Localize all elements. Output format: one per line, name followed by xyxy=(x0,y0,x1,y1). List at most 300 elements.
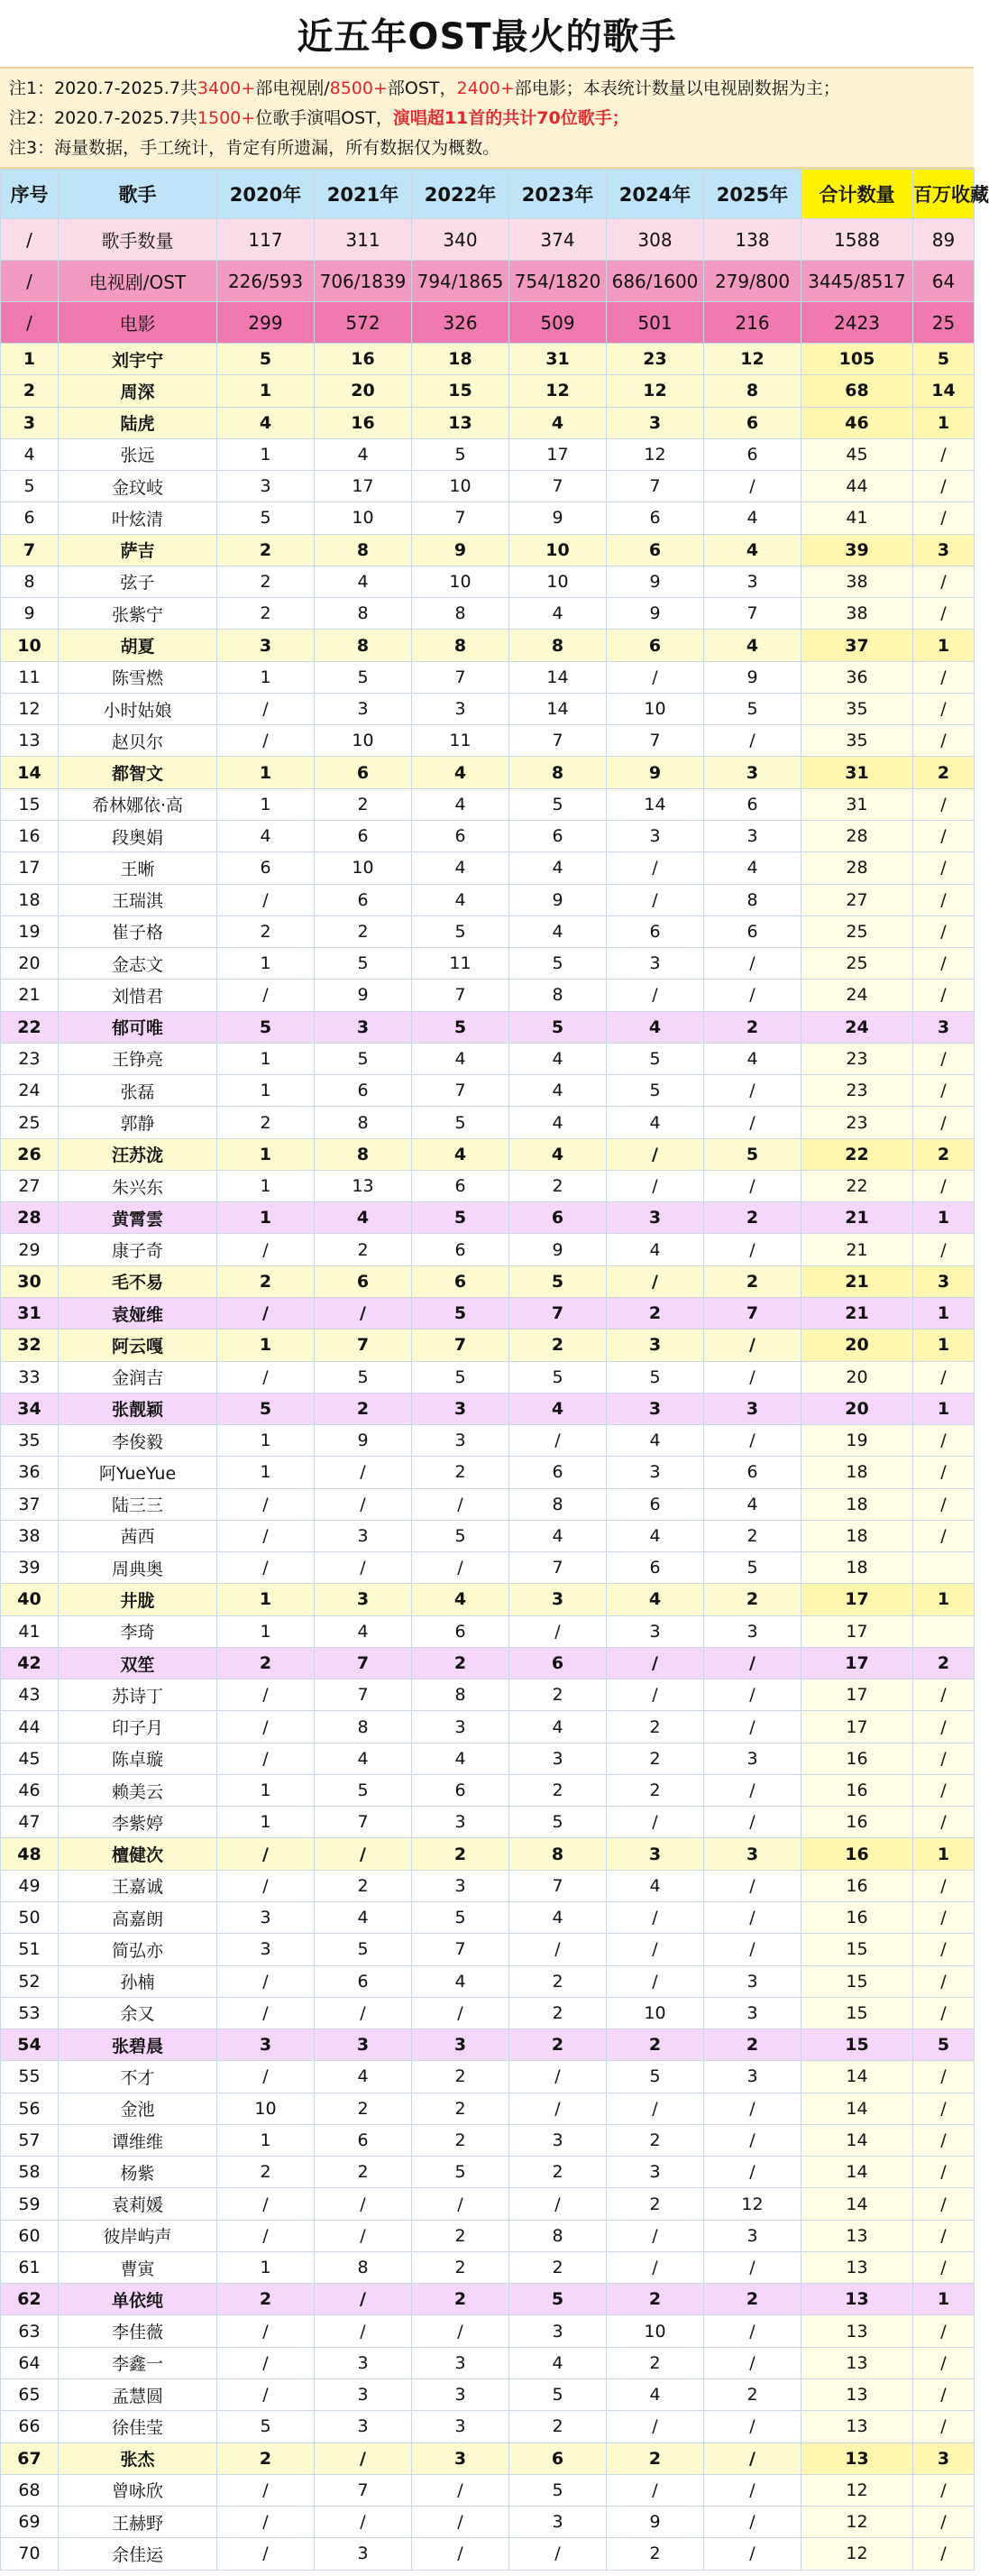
cell-rank: 25 xyxy=(1,1107,59,1138)
cell-y2023: 7 xyxy=(509,1552,607,1584)
cell-million-favorites: / xyxy=(913,661,975,693)
cell-y2023: 8 xyxy=(509,757,607,788)
cell-singer: 毛不易 xyxy=(59,1265,217,1297)
cell-y2020: 1 xyxy=(217,1202,315,1234)
cell-y2022: 2 xyxy=(412,1457,509,1488)
cell-y2021: 6 xyxy=(315,884,412,915)
cell-y2024: 4 xyxy=(607,2379,704,2411)
cell-y2020: 5 xyxy=(217,344,315,375)
cell-y2022: 2 xyxy=(412,2093,509,2124)
cell-y2021: 16 xyxy=(315,344,412,375)
cell-singer: 弦子 xyxy=(59,566,217,597)
cell-y2023: 4 xyxy=(509,1043,607,1074)
cell-y2024: 10 xyxy=(607,693,704,724)
cell-rank: 60 xyxy=(1,2220,59,2251)
table-row xyxy=(1,534,975,566)
cell-singer: 谭维维 xyxy=(59,2124,217,2156)
cell-rank: 37 xyxy=(1,1488,59,1520)
cell-million-favorites: / xyxy=(913,693,975,724)
table-row xyxy=(1,2538,975,2570)
stats-cell-singer: 电视剧/OST xyxy=(59,261,217,302)
cell-million-favorites: / xyxy=(913,2061,975,2093)
table-header-row xyxy=(1,170,975,219)
cell-y2020: 5 xyxy=(217,2411,315,2443)
cell-total: 38 xyxy=(801,566,913,597)
cell-million-favorites: / xyxy=(913,1107,975,1138)
cell-rank: 62 xyxy=(1,2284,59,2315)
header-2023: 2023年 xyxy=(509,170,607,219)
cell-y2025: / xyxy=(704,1234,801,1265)
cell-y2023: 4 xyxy=(509,2347,607,2378)
table-row xyxy=(1,1965,975,1997)
cell-y2024: 4 xyxy=(607,1520,704,1551)
cell-rank: 8 xyxy=(1,566,59,597)
stats-cell-y2023: 754/1820 xyxy=(509,261,607,302)
cell-y2022: 8 xyxy=(412,630,509,661)
cell-y2022: 3 xyxy=(412,1711,509,1743)
cell-singer: 余佳运 xyxy=(59,2538,217,2570)
table-row xyxy=(1,1361,975,1393)
cell-y2022: 11 xyxy=(412,948,509,980)
cell-total: 16 xyxy=(801,1774,913,1806)
table-row xyxy=(1,1807,975,1838)
cell-y2021: 6 xyxy=(315,1265,412,1297)
cell-million-favorites: 14 xyxy=(913,375,975,407)
cell-singer: 阿云嘎 xyxy=(59,1329,217,1361)
note-text: 1500+ xyxy=(197,108,256,128)
cell-y2023: / xyxy=(509,1425,607,1457)
table-row xyxy=(1,566,975,597)
cell-y2020: / xyxy=(217,1520,315,1551)
cell-rank: 33 xyxy=(1,1361,59,1393)
cell-rank: 63 xyxy=(1,2315,59,2347)
cell-singer: 杨紫 xyxy=(59,2157,217,2188)
cell-y2020: 2 xyxy=(217,598,315,630)
cell-total: 44 xyxy=(801,471,913,502)
cell-y2020: 1 xyxy=(217,757,315,788)
cell-y2020: / xyxy=(217,1838,315,1870)
cell-y2020: / xyxy=(217,1997,315,2029)
table-row xyxy=(1,375,975,407)
cell-rank: 40 xyxy=(1,1584,59,1615)
cell-y2024: 2 xyxy=(607,1743,704,1774)
cell-million-favorites: / xyxy=(913,1743,975,1774)
cell-y2025: / xyxy=(704,1075,801,1107)
cell-singer: 李琦 xyxy=(59,1615,217,1647)
cell-y2023: 3 xyxy=(509,1743,607,1774)
table-row xyxy=(1,788,975,820)
table-row xyxy=(1,1679,975,1711)
cell-y2021: 3 xyxy=(315,693,412,724)
cell-y2020: 1 xyxy=(217,1807,315,1838)
table-row xyxy=(1,438,975,470)
cell-y2022: 5 xyxy=(412,1361,509,1393)
cell-million-favorites: 1 xyxy=(913,407,975,438)
cell-y2023: 8 xyxy=(509,1838,607,1870)
cell-y2025: / xyxy=(704,2251,801,2283)
cell-y2024: / xyxy=(607,1934,704,1965)
cell-singer: 段奥娟 xyxy=(59,820,217,851)
cell-total: 27 xyxy=(801,884,913,915)
cell-y2022: 5 xyxy=(412,1011,509,1043)
cell-million-favorites: / xyxy=(913,2411,975,2443)
cell-million-favorites: / xyxy=(913,788,975,820)
cell-million-favorites: 1 xyxy=(913,1393,975,1424)
cell-y2021: 10 xyxy=(315,852,412,884)
cell-total: 21 xyxy=(801,1297,913,1329)
cell-y2020: 1 xyxy=(217,375,315,407)
cell-y2022: 4 xyxy=(412,1043,509,1074)
cell-million-favorites: / xyxy=(913,948,975,980)
cell-y2025: / xyxy=(704,1807,801,1838)
cell-y2024: 14 xyxy=(607,788,704,820)
cell-y2025: 2 xyxy=(704,1011,801,1043)
cell-rank: 31 xyxy=(1,1297,59,1329)
cell-total: 38 xyxy=(801,598,913,630)
cell-rank: 56 xyxy=(1,2093,59,2124)
cell-rank: 28 xyxy=(1,1202,59,1234)
table-row xyxy=(1,1202,975,1234)
table-row xyxy=(1,980,975,1011)
cell-rank: 13 xyxy=(1,725,59,757)
stats-cell-y2022: 326 xyxy=(412,302,509,344)
cell-y2023: 9 xyxy=(509,1234,607,1265)
cell-rank: 3 xyxy=(1,407,59,438)
cell-y2022: 7 xyxy=(412,980,509,1011)
cell-million-favorites: 3 xyxy=(913,1265,975,1297)
table-row xyxy=(1,1647,975,1679)
cell-y2025: 2 xyxy=(704,1520,801,1551)
cell-total: 23 xyxy=(801,1107,913,1138)
cell-y2021: 5 xyxy=(315,1043,412,1074)
cell-million-favorites: / xyxy=(913,1902,975,1934)
cell-rank: 58 xyxy=(1,2157,59,2188)
cell-million-favorites: / xyxy=(913,1711,975,1743)
cell-million-favorites: / xyxy=(913,1457,975,1488)
stats-cell-singer: 歌手数量 xyxy=(59,219,217,261)
cell-y2023: 5 xyxy=(509,1011,607,1043)
cell-singer: 苏诗丁 xyxy=(59,1679,217,1711)
cell-y2020: 4 xyxy=(217,407,315,438)
cell-singer: 简弘亦 xyxy=(59,1934,217,1965)
cell-y2020: 5 xyxy=(217,502,315,534)
cell-y2024: / xyxy=(607,1902,704,1934)
table-row xyxy=(1,1107,975,1138)
cell-y2025: / xyxy=(704,471,801,502)
cell-y2024: 4 xyxy=(607,1011,704,1043)
cell-y2025: 5 xyxy=(704,693,801,724)
cell-y2025: / xyxy=(704,1647,801,1679)
cell-rank: 32 xyxy=(1,1329,59,1361)
cell-y2023: / xyxy=(509,2093,607,2124)
cell-y2023: 3 xyxy=(509,1584,607,1615)
cell-singer: 井胧 xyxy=(59,1584,217,1615)
cell-y2021: / xyxy=(315,1457,412,1488)
table-row xyxy=(1,2251,975,2283)
cell-y2021: 6 xyxy=(315,1965,412,1997)
cell-y2021: / xyxy=(315,2507,412,2538)
table-row xyxy=(1,1170,975,1201)
cell-y2020: 3 xyxy=(217,1934,315,1965)
stats-cell-y2025: 279/800 xyxy=(704,261,801,302)
cell-y2021: 10 xyxy=(315,502,412,534)
cell-y2024: 5 xyxy=(607,1361,704,1393)
cell-million-favorites: 2 xyxy=(913,757,975,788)
cell-rank: 35 xyxy=(1,1425,59,1457)
table-row xyxy=(1,2188,975,2220)
table-row xyxy=(1,1838,975,1870)
cell-total: 18 xyxy=(801,1488,913,1520)
cell-y2022: 4 xyxy=(412,884,509,915)
cell-rank: 38 xyxy=(1,1520,59,1551)
cell-y2021: 6 xyxy=(315,757,412,788)
cell-y2022: 15 xyxy=(412,375,509,407)
cell-y2023: / xyxy=(509,1615,607,1647)
cell-y2022: 7 xyxy=(412,1934,509,1965)
cell-million-favorites: 2 xyxy=(913,1647,975,1679)
cell-y2024: 3 xyxy=(607,407,704,438)
cell-y2022: 7 xyxy=(412,1329,509,1361)
cell-y2024: / xyxy=(607,1138,704,1170)
cell-y2020: / xyxy=(217,2220,315,2251)
cell-singer: 王瑞淇 xyxy=(59,884,217,915)
cell-y2022: 6 xyxy=(412,1774,509,1806)
cell-y2020: / xyxy=(217,1488,315,1520)
cell-y2025: / xyxy=(704,2538,801,2570)
cell-y2024: / xyxy=(607,1265,704,1297)
cell-y2023: 4 xyxy=(509,1107,607,1138)
table-row xyxy=(1,1934,975,1965)
stats-cell-y2020: 117 xyxy=(217,219,315,261)
cell-y2025: / xyxy=(704,1361,801,1393)
table-row xyxy=(1,2061,975,2093)
cell-singer: 李紫婷 xyxy=(59,1807,217,1838)
cell-y2025: 4 xyxy=(704,1488,801,1520)
cell-y2022: 3 xyxy=(412,2347,509,2378)
cell-singer: 曾咏欣 xyxy=(59,2474,217,2506)
cell-y2024: 6 xyxy=(607,915,704,947)
cell-y2025: / xyxy=(704,2411,801,2443)
cell-y2024: 3 xyxy=(607,1457,704,1488)
table-row xyxy=(1,1297,975,1329)
cell-total: 37 xyxy=(801,630,913,661)
cell-y2022: 10 xyxy=(412,471,509,502)
cell-y2021: / xyxy=(315,2220,412,2251)
cell-rank: 5 xyxy=(1,471,59,502)
cell-y2023: 10 xyxy=(509,566,607,597)
cell-y2022: / xyxy=(412,1997,509,2029)
cell-singer: 茜西 xyxy=(59,1520,217,1551)
stats-cell-million-favorites: 64 xyxy=(913,261,975,302)
cell-singer: 汪苏泷 xyxy=(59,1138,217,1170)
cell-y2022: 7 xyxy=(412,661,509,693)
cell-singer: 金志文 xyxy=(59,948,217,980)
stats-cell-total: 2423 xyxy=(801,302,913,344)
cell-rank: 59 xyxy=(1,2188,59,2220)
cell-million-favorites: / xyxy=(913,820,975,851)
cell-y2022: 4 xyxy=(412,1138,509,1170)
cell-y2022: 4 xyxy=(412,1965,509,1997)
cell-y2020: / xyxy=(217,884,315,915)
cell-y2025: 7 xyxy=(704,598,801,630)
cell-singer: 金玟岐 xyxy=(59,471,217,502)
cell-y2023: 2 xyxy=(509,1170,607,1201)
cell-y2022: 6 xyxy=(412,1170,509,1201)
cell-y2022: 11 xyxy=(412,725,509,757)
cell-y2021: 6 xyxy=(315,2124,412,2156)
cell-rank: 2 xyxy=(1,375,59,407)
cell-million-favorites: / xyxy=(913,438,975,470)
cell-total: 31 xyxy=(801,757,913,788)
cell-total: 16 xyxy=(801,1902,913,1934)
cell-y2022: 10 xyxy=(412,566,509,597)
cell-y2021: 2 xyxy=(315,2157,412,2188)
cell-total: 16 xyxy=(801,1807,913,1838)
cell-y2022: 5 xyxy=(412,438,509,470)
cell-y2023: 2 xyxy=(509,1679,607,1711)
cell-y2021: 8 xyxy=(315,1138,412,1170)
cell-rank: 30 xyxy=(1,1265,59,1297)
note-text: 位歌手演唱OST， xyxy=(255,108,393,128)
cell-million-favorites: / xyxy=(913,1807,975,1838)
cell-y2023: 6 xyxy=(509,2443,607,2474)
cell-million-favorites: / xyxy=(913,852,975,884)
cell-million-favorites: 3 xyxy=(913,1011,975,1043)
cell-singer: 萨吉 xyxy=(59,534,217,566)
cell-singer: 崔子格 xyxy=(59,915,217,947)
cell-y2024: / xyxy=(607,1965,704,1997)
cell-y2023: / xyxy=(509,2188,607,2220)
cell-y2022: 13 xyxy=(412,407,509,438)
table-row xyxy=(1,725,975,757)
cell-y2020: / xyxy=(217,693,315,724)
cell-singer: 王晰 xyxy=(59,852,217,884)
cell-million-favorites: 1 xyxy=(913,2284,975,2315)
cell-y2023: 3 xyxy=(509,2124,607,2156)
cell-total: 46 xyxy=(801,407,913,438)
cell-y2020: / xyxy=(217,1234,315,1265)
cell-total: 35 xyxy=(801,693,913,724)
cell-y2020: 1 xyxy=(217,1584,315,1615)
cell-singer: 李佳薇 xyxy=(59,2315,217,2347)
stats-cell-y2021: 706/1839 xyxy=(315,261,412,302)
table-row xyxy=(1,661,975,693)
cell-y2024: 7 xyxy=(607,471,704,502)
table-row xyxy=(1,1552,975,1584)
cell-y2022: 2 xyxy=(412,2251,509,2283)
cell-y2025: 12 xyxy=(704,344,801,375)
cell-y2025: 3 xyxy=(704,1393,801,1424)
cell-total: 16 xyxy=(801,1838,913,1870)
cell-y2024: 5 xyxy=(607,2061,704,2093)
cell-y2025: 4 xyxy=(704,534,801,566)
note-text: 3400+ xyxy=(197,78,256,98)
cell-singer: 印子月 xyxy=(59,1711,217,1743)
cell-singer: 赵贝尔 xyxy=(59,725,217,757)
table-row xyxy=(1,407,975,438)
cell-y2022: 4 xyxy=(412,757,509,788)
cell-y2021: 16 xyxy=(315,407,412,438)
cell-y2023: 2 xyxy=(509,1774,607,1806)
cell-y2022: 3 xyxy=(412,2029,509,2061)
cell-y2024: 2 xyxy=(607,1297,704,1329)
cell-total: 13 xyxy=(801,2315,913,2347)
cell-million-favorites: / xyxy=(913,471,975,502)
cell-total: 21 xyxy=(801,1265,913,1297)
table-row xyxy=(1,2474,975,2506)
cell-singer: 不才 xyxy=(59,2061,217,2093)
cell-y2020: / xyxy=(217,1552,315,1584)
cell-singer: 朱兴东 xyxy=(59,1170,217,1201)
cell-y2020: 1 xyxy=(217,1457,315,1488)
cell-y2022: 6 xyxy=(412,1265,509,1297)
table-row xyxy=(1,630,975,661)
cell-y2020: 1 xyxy=(217,1043,315,1074)
cell-y2025: 6 xyxy=(704,915,801,947)
cell-y2023: 5 xyxy=(509,1807,607,1838)
cell-y2021: / xyxy=(315,1297,412,1329)
cell-rank: 53 xyxy=(1,1997,59,2029)
cell-y2024: 2 xyxy=(607,2538,704,2570)
cell-million-favorites: / xyxy=(913,2507,975,2538)
stats-row xyxy=(1,302,975,344)
cell-rank: 19 xyxy=(1,915,59,947)
cell-y2025: 4 xyxy=(704,852,801,884)
cell-total: 13 xyxy=(801,2411,913,2443)
cell-y2023: 12 xyxy=(509,375,607,407)
cell-rank: 70 xyxy=(1,2538,59,2570)
cell-total: 20 xyxy=(801,1393,913,1424)
cell-y2020: / xyxy=(217,1870,315,1901)
cell-total: 12 xyxy=(801,2474,913,2506)
cell-y2021: 6 xyxy=(315,820,412,851)
cell-y2021: 3 xyxy=(315,2411,412,2443)
cell-y2024: 6 xyxy=(607,1488,704,1520)
cell-y2025: 3 xyxy=(704,1615,801,1647)
cell-y2023: 4 xyxy=(509,1393,607,1424)
cell-y2023: 7 xyxy=(509,1870,607,1901)
stats-cell-million-favorites: 89 xyxy=(913,219,975,261)
cell-rank: 11 xyxy=(1,661,59,693)
cell-y2022: 4 xyxy=(412,852,509,884)
cell-y2022: 3 xyxy=(412,2379,509,2411)
table-row xyxy=(1,1265,975,1297)
cell-singer: 阿YueYue xyxy=(59,1457,217,1488)
stats-cell-million-favorites: 25 xyxy=(913,302,975,344)
cell-million-favorites: 2 xyxy=(913,1138,975,1170)
note-text: 部电视剧/ xyxy=(255,78,330,98)
cell-y2025: / xyxy=(704,1107,801,1138)
cell-singer: 叶炫清 xyxy=(59,502,217,534)
cell-y2025: / xyxy=(704,2315,801,2347)
cell-million-favorites: / xyxy=(913,980,975,1011)
cell-total: 25 xyxy=(801,915,913,947)
cell-y2022: / xyxy=(412,2315,509,2347)
cell-y2022: / xyxy=(412,1552,509,1584)
note-text: 2400+ xyxy=(456,78,515,98)
cell-million-favorites: / xyxy=(913,884,975,915)
cell-rank: 57 xyxy=(1,2124,59,2156)
cell-million-favorites xyxy=(913,1615,975,1647)
cell-y2024: / xyxy=(607,1679,704,1711)
cell-y2020: 1 xyxy=(217,2251,315,2283)
cell-y2023: 6 xyxy=(509,1202,607,1234)
cell-singer: 高嘉朗 xyxy=(59,1902,217,1934)
table-row xyxy=(1,1711,975,1743)
stats-cell-y2023: 374 xyxy=(509,219,607,261)
header-2022: 2022年 xyxy=(412,170,509,219)
cell-y2023: 4 xyxy=(509,1902,607,1934)
